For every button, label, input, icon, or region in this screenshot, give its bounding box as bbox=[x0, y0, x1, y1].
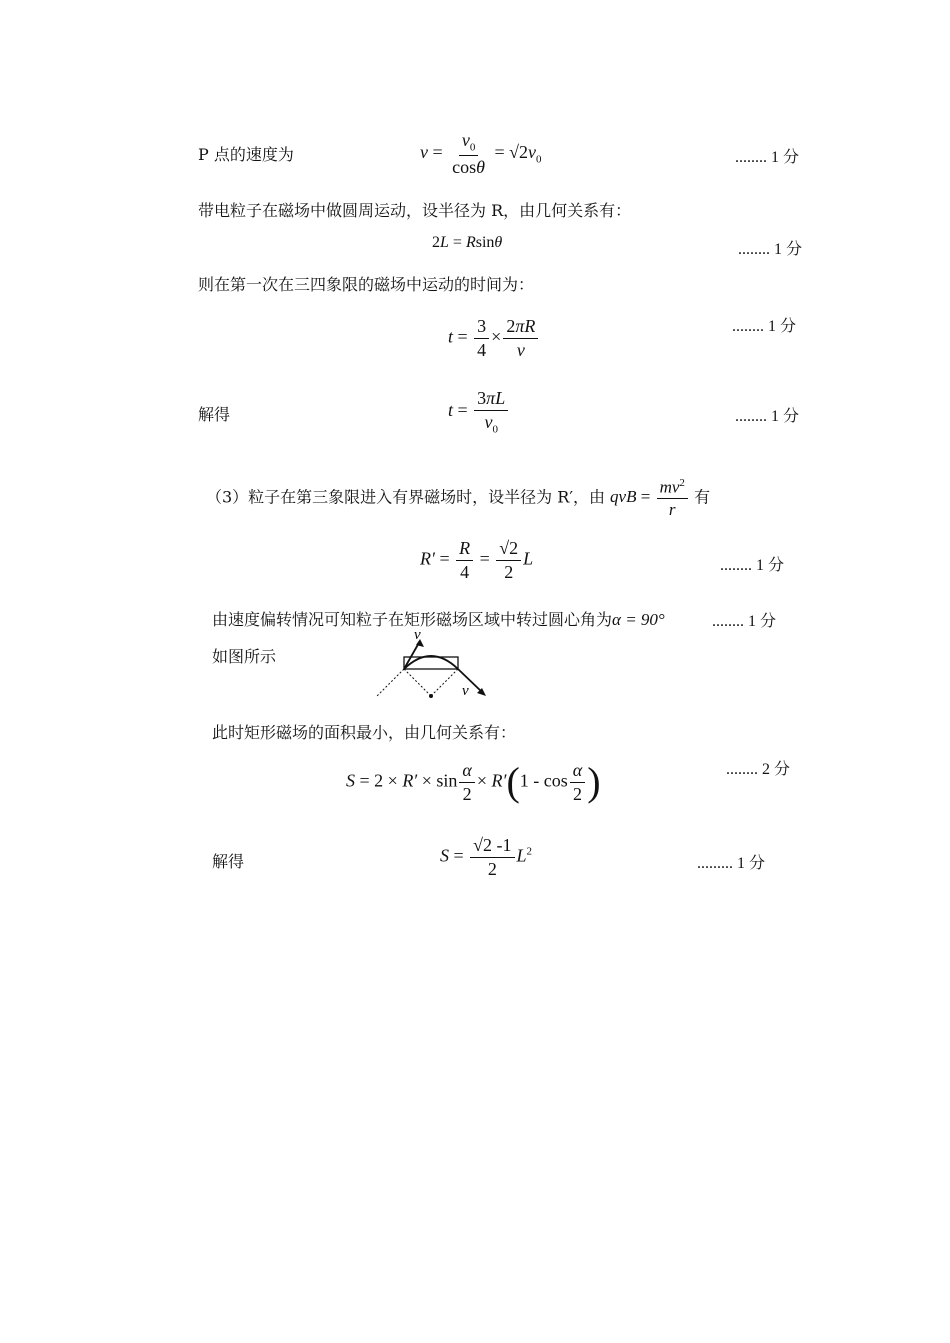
formula-t: t = $\frac{3}{4}$ × $\frac{2\pi R}{v}$ bbox=[448, 316, 540, 360]
formula-S: S = 2 × R′ × sin $\frac{\alpha}{2}$ × R′(1 - cos $\frac{\alpha}{2}$ ) bbox=[346, 759, 601, 805]
solve-label-1: 解得 bbox=[198, 405, 231, 424]
part3-suffix: 有 bbox=[694, 487, 711, 507]
dashed-radius-right bbox=[431, 669, 458, 696]
area-min-text: 此时矩形磁场的面积最小，由几何关系有： bbox=[212, 723, 517, 742]
circular-motion-text: 带电粒子在磁场中做圆周运动，设半径为 R，由几何关系有： bbox=[198, 201, 632, 220]
solve-label-2: 解得 bbox=[212, 852, 245, 871]
score-1: ........ 1 分 bbox=[735, 149, 800, 166]
formula-2L: 2L = Rsinθ bbox=[432, 234, 503, 251]
deflection-figure bbox=[370, 625, 500, 705]
formula-v: v = $\frac{v_0}{\cos\theta}$ = $√2v_0$ bbox=[420, 130, 542, 178]
label-v-top: v bbox=[414, 627, 421, 643]
label-v-right: v bbox=[462, 683, 469, 699]
alpha-value: α = 90° bbox=[612, 610, 665, 629]
deflection-label: 由速度偏转情况可知粒子在矩形磁场区域中转过圆心角为 bbox=[212, 610, 613, 629]
formula-S-result: S = $\frac{√2 -1}{2}$ $L^2$ bbox=[440, 835, 533, 879]
formula-t-result: t = $\frac{3\pi L}{v_0}$ bbox=[448, 388, 510, 436]
part3-text bbox=[206, 477, 710, 520]
arc-path bbox=[404, 656, 458, 669]
p-speed-label: P 点的速度为 bbox=[198, 145, 294, 164]
score-4: ........ 1 分 bbox=[735, 408, 800, 425]
dashed-left bbox=[376, 669, 404, 697]
score-6: ........ 1 分 bbox=[712, 613, 777, 630]
circle-center-dot bbox=[429, 694, 433, 698]
score-3: ........ 1 分 bbox=[732, 318, 797, 335]
part3-prefix: （3）粒子在第三象限进入有界磁场时，设半径为 R′，由 bbox=[206, 487, 605, 507]
as-shown-text: 如图所示 bbox=[212, 647, 277, 666]
formula-R-prime: R′ = $\frac{R}{4}$ = $\frac{√2}{2}$ L bbox=[420, 538, 534, 582]
score-5: ........ 1 分 bbox=[720, 557, 785, 574]
dashed-radius-left bbox=[404, 669, 431, 696]
time-first-text: 则在第一次在三四象限的磁场中运动的时间为： bbox=[198, 275, 535, 294]
formula-qvB: qvB = $\frac{mv^2}{r}$ bbox=[610, 487, 694, 506]
score-8: ......... 1 分 bbox=[697, 855, 766, 872]
score-7: ........ 2 分 bbox=[726, 761, 791, 778]
score-2: ........ 1 分 bbox=[738, 241, 803, 258]
